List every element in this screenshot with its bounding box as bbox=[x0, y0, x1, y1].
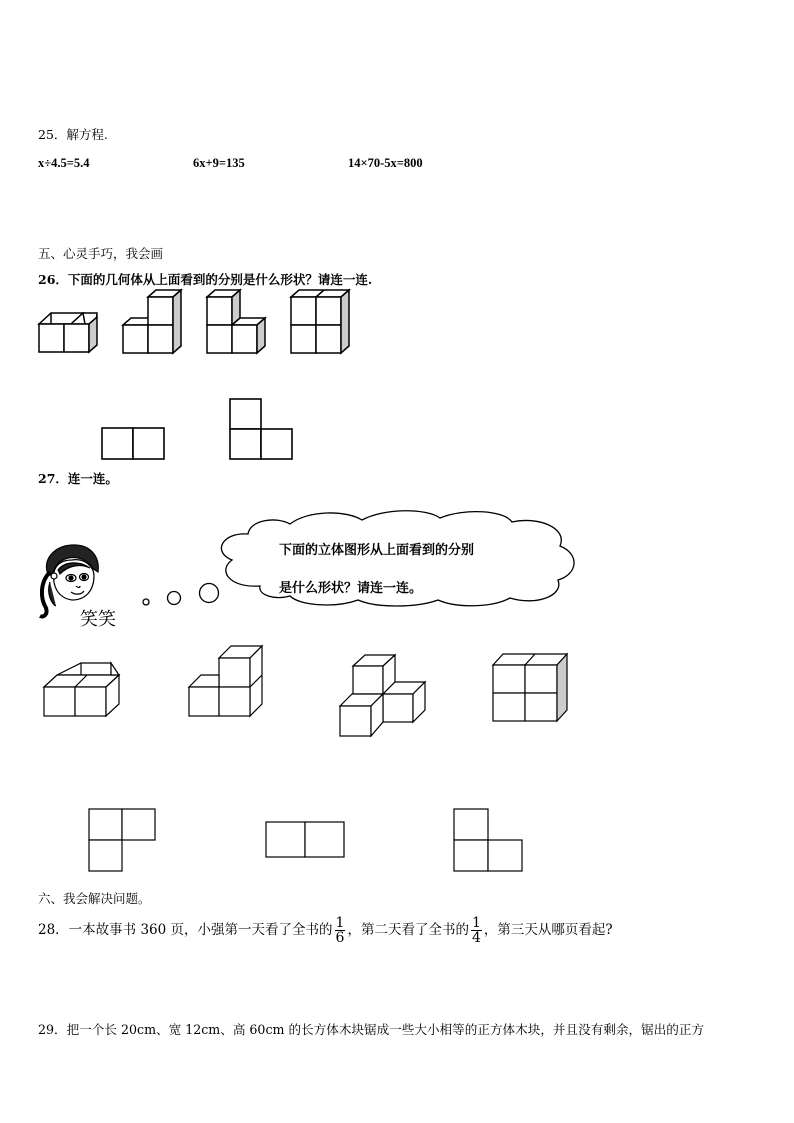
equation-2: 6x+9=135 bbox=[193, 156, 245, 170]
q27-solid-3 bbox=[339, 652, 429, 742]
q27-solid-2 bbox=[188, 643, 268, 719]
fraction-one-quarter bbox=[471, 916, 482, 945]
equation-1: x÷4.5=5.4 bbox=[38, 156, 90, 170]
q26-view-two-squares bbox=[101, 427, 167, 461]
q28-text-part1: 28．一本故事书 360 页，小强第一天看了全书的 bbox=[38, 922, 333, 938]
fraction-1-numerator: 1 bbox=[335, 915, 345, 931]
fraction-one-sixth bbox=[335, 916, 346, 945]
question-29: 29．把一个长 20cm、宽 12cm、高 60cm 的长方体木块锯成一些大小相等的正方体木块，并且没有剩余，锯出的正方 bbox=[38, 1022, 705, 1037]
q26-solid-4 bbox=[290, 294, 352, 356]
question-25-label: 25．解方程. bbox=[38, 127, 108, 142]
section-6-title: 六、我会解决问题。 bbox=[38, 891, 151, 906]
fraction-2-numerator: 1 bbox=[471, 915, 481, 931]
q27-view-two-squares bbox=[265, 821, 347, 861]
fraction-1-denominator: 6 bbox=[335, 930, 345, 946]
bubble-text-line-1: 下面的立体图形从上面看到的分别 bbox=[279, 543, 475, 558]
q27-view-l-top bbox=[88, 808, 158, 874]
question-28 bbox=[38, 913, 613, 947]
q27-view-l-bottom bbox=[453, 808, 525, 874]
q26-solid-1 bbox=[38, 310, 100, 355]
equation-3: 14×70-5x=800 bbox=[348, 156, 423, 170]
q28-text-part2: ，第二天看了全书的 bbox=[347, 922, 469, 938]
q26-solid-3 bbox=[206, 294, 268, 356]
q28-text-part3: ，第三天从哪页看起? bbox=[483, 922, 613, 938]
question-26-label: 26．下面的几何体从上面看到的分别是什么形状？请连一连. bbox=[38, 272, 373, 287]
character-name: 笑笑 bbox=[80, 609, 116, 630]
section-5-title: 五、心灵手巧，我会画 bbox=[38, 246, 164, 261]
q26-view-l-shape bbox=[229, 398, 295, 462]
q26-solid-2 bbox=[122, 294, 184, 356]
question-27-label: 27．连一连。 bbox=[38, 471, 118, 486]
bubble-text-line-2: 是什么形状？请连一连。 bbox=[279, 581, 423, 596]
q27-solid-1 bbox=[43, 660, 123, 720]
q27-solid-4 bbox=[492, 651, 572, 723]
fraction-2-denominator: 4 bbox=[471, 930, 481, 946]
